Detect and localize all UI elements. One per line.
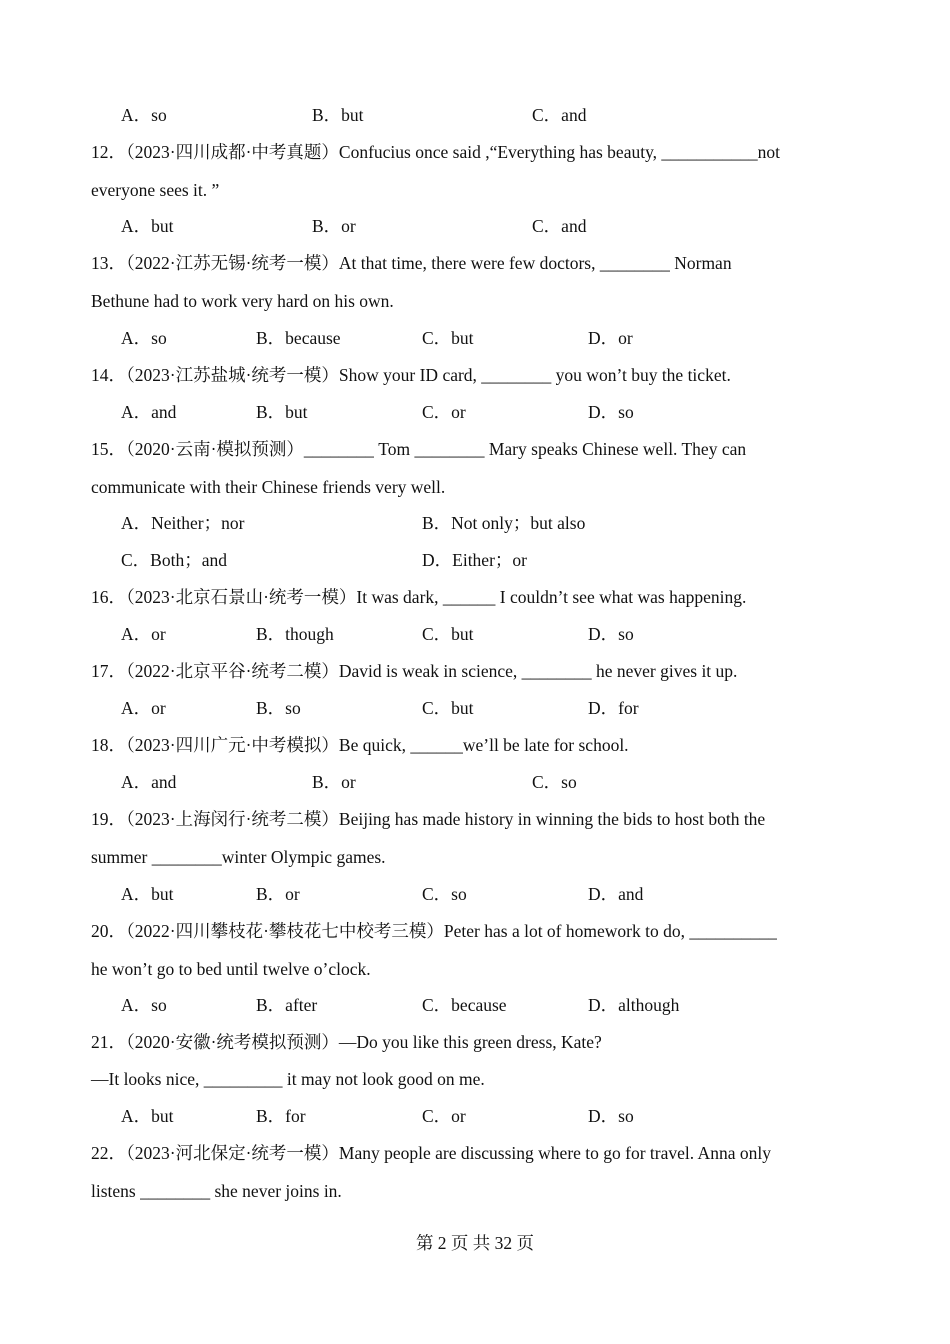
q21-option-a: A．but	[121, 1106, 174, 1126]
q13-option-d: D．or	[588, 328, 633, 348]
q15-option-b: B．Not only；but also	[422, 513, 586, 533]
q19-option-d: D．and	[588, 884, 644, 904]
question-20-stem-line1: 20．（2022·四川攀枝花·攀枝花七中校考三模）Peter has a lot of homework to do, __________	[91, 921, 777, 941]
q12-option-c: C．and	[532, 216, 587, 236]
question-12-stem-line2: everyone sees it. ”	[91, 180, 220, 200]
q16-option-b: B．though	[256, 624, 334, 644]
q20-option-c: C．because	[422, 995, 507, 1015]
q17-option-d: D．for	[588, 698, 639, 718]
q21-option-d: D．so	[588, 1106, 634, 1126]
question-21-stem-line1: 21．（2020·安徽·统考模拟预测）—Do you like this green dress, Kate?	[91, 1032, 602, 1052]
question-15-stem-line2: communicate with their Chinese friends very well.	[91, 477, 446, 497]
q16-option-a: A．or	[121, 624, 166, 644]
q19-option-b: B．or	[256, 884, 300, 904]
q20-option-a: A．so	[121, 995, 167, 1015]
question-17-stem-line1: 17．（2022·北京平谷·统考二模）David is weak in science, ________ he never gives it up.	[91, 661, 738, 681]
question-21-stem-line2: —It looks nice, _________ it may not look good on me.	[91, 1069, 485, 1089]
question-15-stem-line1: 15．（2020·云南·模拟预测）________ Tom ________ Mary speaks Chinese well. They can	[91, 439, 747, 459]
q12-option-a: A．but	[121, 216, 174, 236]
q14-option-d: D．so	[588, 402, 634, 422]
q18-option-c: C．so	[532, 772, 577, 792]
q12-option-b: B．or	[312, 216, 356, 236]
question-14-stem-line1: 14．（2023·江苏盐城·统考一模）Show your ID card, ________ you won’t buy the ticket.	[91, 365, 731, 385]
q16-option-c: C．but	[422, 624, 474, 644]
q14-option-c: C．or	[422, 402, 466, 422]
q13-option-c: C．but	[422, 328, 474, 348]
q13-option-b: B．because	[256, 328, 341, 348]
q21-option-c: C．or	[422, 1106, 466, 1126]
q15-option-c: C．Both；and	[121, 550, 227, 570]
q14-option-b: B．but	[256, 402, 308, 422]
page-number-footer: 第 2 页 共 32 页	[415, 1233, 535, 1253]
q13-option-a: A．so	[121, 328, 167, 348]
question-16-stem-line1: 16．（2023·北京石景山·统考一模）It was dark, ______ I couldn’t see what was happening.	[91, 587, 747, 607]
q16-option-d: D．so	[588, 624, 634, 644]
q17-option-c: C．but	[422, 698, 474, 718]
question-19-stem-line1: 19．（2023·上海闵行·统考二模）Beijing has made history in winning the bids to host both the	[91, 809, 766, 829]
q15-option-d: D．Either；or	[422, 550, 527, 570]
q15-option-a: A．Neither；nor	[121, 513, 245, 533]
q20-option-d: D．although	[588, 995, 680, 1015]
q21-option-b: B．for	[256, 1106, 306, 1126]
q11-option-c: C．and	[532, 105, 587, 125]
question-22-stem-line1: 22．（2023·河北保定·统考一模）Many people are discussing where to go for travel. Anna only	[91, 1143, 771, 1163]
q18-option-a: A．and	[121, 772, 177, 792]
q11-option-b: B．but	[312, 105, 364, 125]
question-18-stem-line1: 18．（2023·四川广元·中考模拟）Be quick, ______we’ll be late for school.	[91, 735, 629, 755]
question-19-stem-line2: summer ________winter Olympic games.	[91, 847, 386, 867]
q20-option-b: B．after	[256, 995, 318, 1015]
q17-option-b: B．so	[256, 698, 301, 718]
question-22-stem-line2: listens ________ she never joins in.	[91, 1181, 342, 1201]
question-12-stem-line1: 12．（2023·四川成都·中考真题）Confucius once said ,“Everything has beauty, ___________not	[91, 142, 781, 162]
q11-option-a: A．so	[121, 105, 167, 125]
q17-option-a: A．or	[121, 698, 166, 718]
question-13-stem-line2: Bethune had to work very hard on his own.	[91, 291, 394, 311]
q14-option-a: A．and	[121, 402, 177, 422]
question-20-stem-line2: he won’t go to bed until twelve o’clock.	[91, 959, 371, 979]
q18-option-b: B．or	[312, 772, 356, 792]
question-13-stem-line1: 13．（2022·江苏无锡·统考一模）At that time, there were few doctors, ________ Norman	[91, 253, 732, 273]
q19-option-c: C．so	[422, 884, 467, 904]
q19-option-a: A．but	[121, 884, 174, 904]
